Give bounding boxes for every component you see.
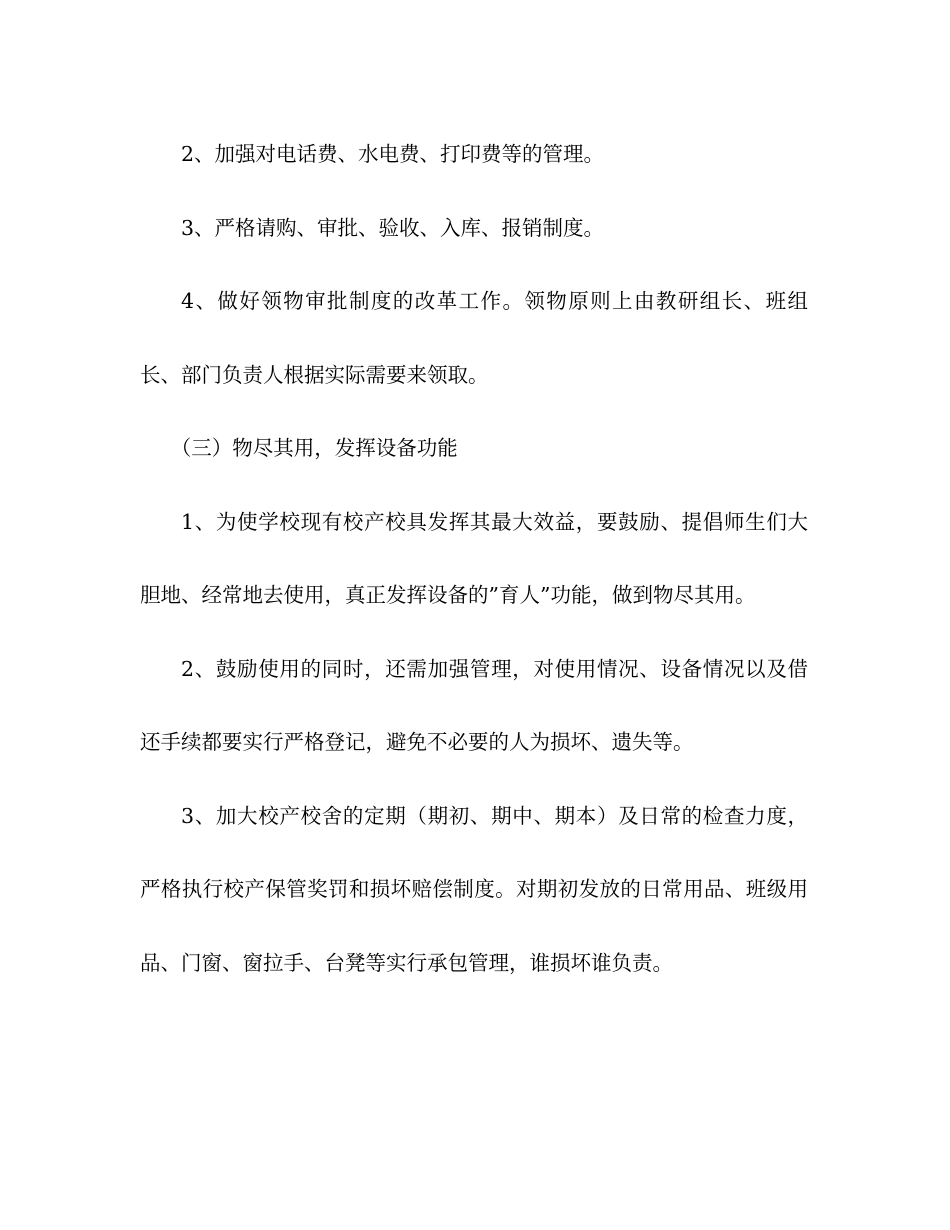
paragraph-item-3-procurement: 3、严格请购、审批、验收、入库、报销制度。 <box>181 215 605 240</box>
paragraph-item-3-inspection: 3、加大校产校舍的定期（期初、期中、期本）及日常的检查力度，严格执行校产保管奖罚和损坏赔偿制度。对期初发放的日常用品、班级用品、门窗、窗拉手、台凳等实行承包管理，谁损坏谁负责。 <box>140 803 808 975</box>
paragraph-item-4-requisition-reform: 4、做好领物审批制度的改革工作。领物原则上由教研组长、班组长、部门负责人根据实际需要来领取。 <box>140 289 808 387</box>
document-body <box>140 118 808 1000</box>
paragraph-item-2-phone-utility-print: 2、加强对电话费、水电费、打印费等的管理。 <box>181 142 605 166</box>
section-heading-three: （三）物尽其用，发挥设备功能 <box>170 436 458 460</box>
paragraph-item-2-strengthen-management: 2、鼓励使用的同时，还需加强管理，对使用情况、设备情况以及借还手续都要实行严格登记，避免不必要的人为损坏、遗失等。 <box>140 656 808 754</box>
paragraph-item-1-make-full-use: 1、为使学校现有校产校具发挥其最大效益，要鼓励、提倡师生们大胆地、经常地去使用，真正发挥设备的”育人”功能，做到物尽其用。 <box>140 509 808 607</box>
